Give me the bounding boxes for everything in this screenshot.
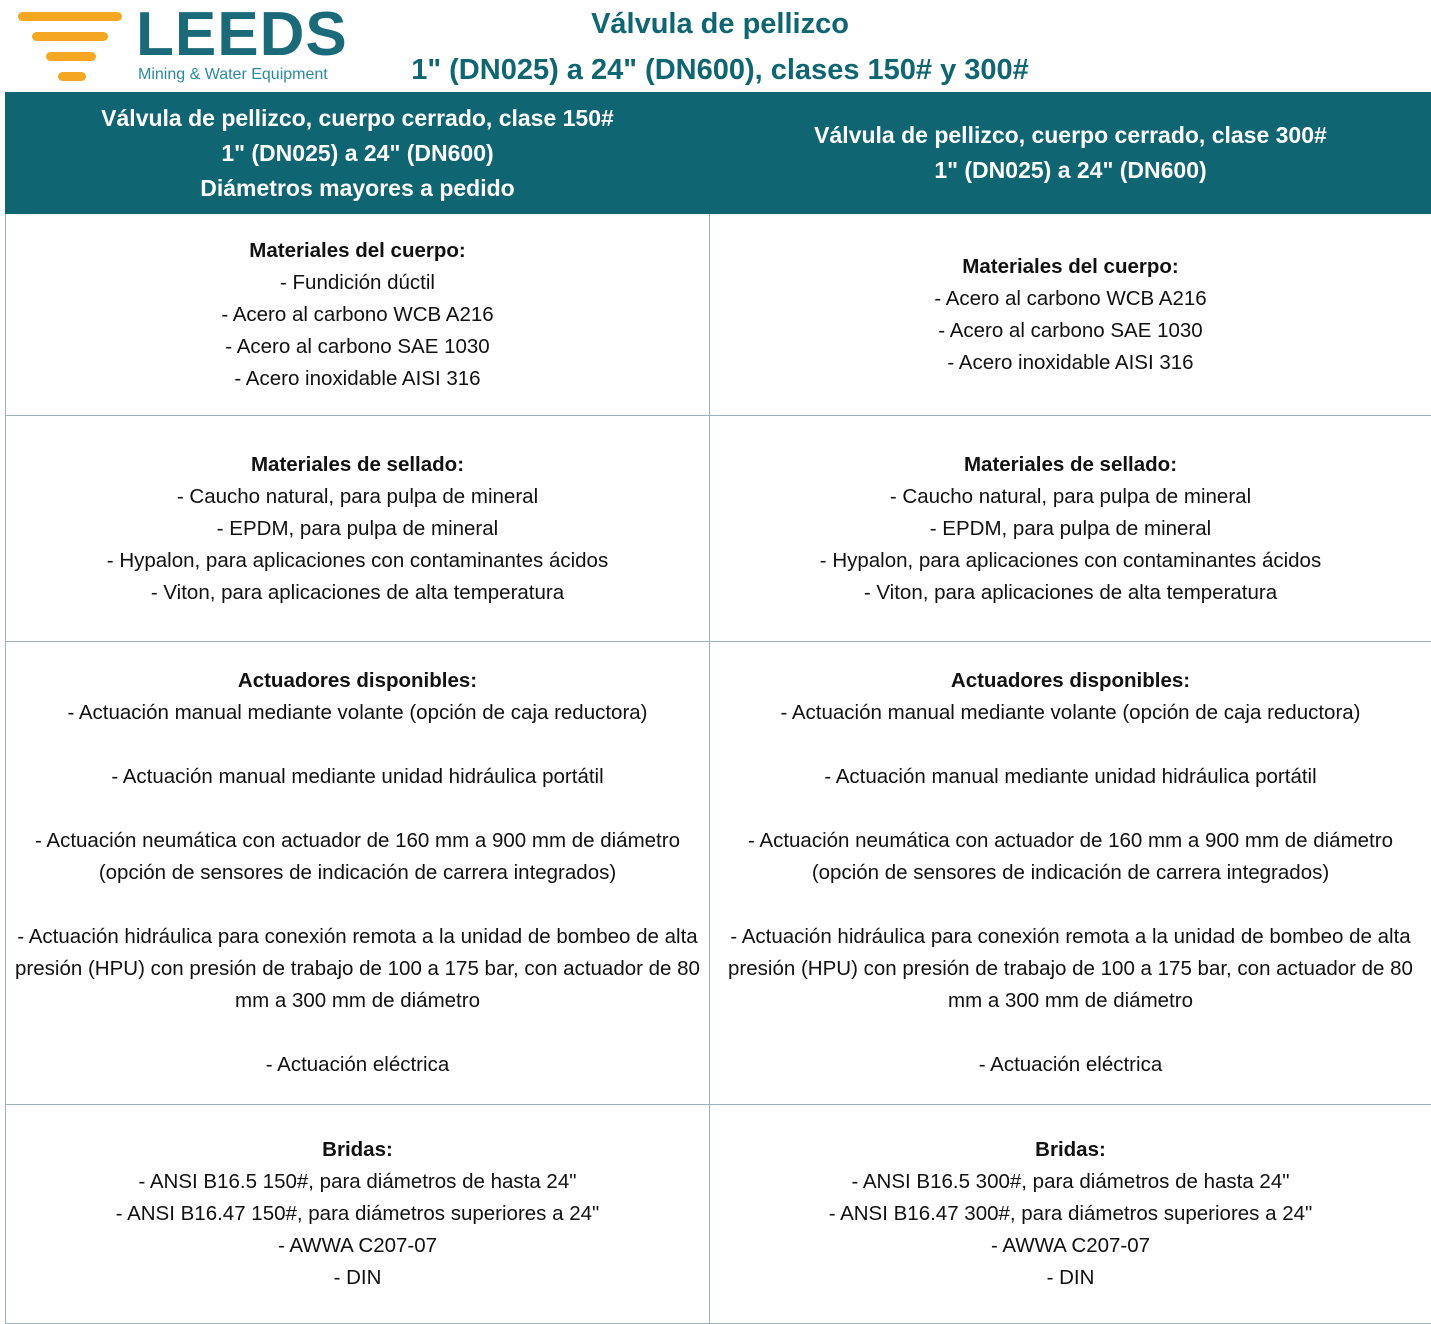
list-item: - ANSI B16.5 150#, para diámetros de hasta 24"	[138, 1170, 577, 1193]
list-item: - Viton, para aplicaciones de alta temperatura	[863, 580, 1278, 604]
list-item: - EPDM, para pulpa de mineral	[216, 516, 499, 540]
list-item: - ANSI B16.5 300#, para diámetros de hasta 24"	[851, 1170, 1290, 1193]
page-title: Válvula de pellizco	[591, 8, 849, 40]
list-item: - Fundición dúctil	[280, 270, 435, 294]
list-item: - Acero inoxidable AISI 316	[234, 366, 481, 390]
list-item: - Actuación manual mediante unidad hidráulica portátil	[111, 765, 604, 788]
list-item: - Caucho natural, para pulpa de mineral	[176, 484, 539, 508]
leeds-logo	[18, 0, 348, 88]
list-item: - Actuación manual mediante volante (opción de caja reductora)	[780, 701, 1361, 724]
actuators-150: Actuadores disponibles: - Actuación manual mediante volante (opción de caja reductora) - Actuación manual mediante unidad hidráulica portátil - Actuación neumática con actuador de 160 mm a 900 mm de diámetro (opción de sensores de indicación de carrera integrados) - Actuación hidráulica para conexión remota a la unidad de bombeo de alta presión (HPU) con presión de trabajo de 100 a 175 bar, con actuador de 80 mm a 300 mm de diámetro - Actuación eléctrica	[6, 642, 710, 1105]
table-header-row	[6, 93, 1431, 214]
logo-subtitle: Mining & Water Equipment	[138, 66, 328, 83]
table-row	[6, 642, 1431, 1105]
list-item: - DIN	[333, 1266, 382, 1289]
page-subtitle: 1" (DN025) a 24" (DN600), clases 150# y 300#	[411, 54, 1029, 86]
list-item: - AWWA C207-07	[277, 1234, 438, 1257]
flanges-150: Bridas: - ANSI B16.5 150#, para diámetros de hasta 24" - ANSI B16.47 150#, para diámetros superiores a 24" - AWWA C207-07 - DIN	[6, 1105, 710, 1324]
list-item: - Acero inoxidable AISI 316	[947, 350, 1194, 374]
table-row	[6, 1105, 1431, 1324]
list-item: - Acero al carbono WCB A216	[221, 302, 494, 326]
seal-materials-150: Materiales de sellado: - Caucho natural, para pulpa de mineral - EPDM, para pulpa de mineral - Hypalon, para aplicaciones con contaminantes ácidos - Viton, para aplicaciones de alta temperatura	[6, 416, 710, 642]
list-item: - Actuación manual mediante unidad hidráulica portátil	[824, 765, 1317, 788]
list-item: - Actuación hidráulica para conexión remota a la unidad de bombeo de alta presión (HPU) con presión de trabajo de 100 a 175 bar, con actuador de 80 mm a 300 mm de diámetro	[728, 925, 1413, 1012]
list-item: - Actuación hidráulica para conexión remota a la unidad de bombeo de alta presión (HPU) con presión de trabajo de 100 a 175 bar, con actuador de 80 mm a 300 mm de diámetro	[15, 925, 700, 1012]
list-item: - Acero al carbono WCB A216	[934, 286, 1207, 310]
page-header	[0, 0, 1431, 92]
spec-table	[5, 92, 1431, 1324]
list-item: - Actuación eléctrica	[978, 1053, 1163, 1076]
list-item: - DIN	[1046, 1266, 1095, 1289]
list-item: - Caucho natural, para pulpa de mineral	[889, 484, 1252, 508]
column-heading-300: Válvula de pellizco, cuerpo cerrado, clase 300# 1" (DN025) a 24" (DN600)	[710, 93, 1431, 214]
table-row	[6, 214, 1431, 416]
body-materials-150: Materiales del cuerpo: - Fundición dúctil - Acero al carbono WCB A216 - Acero al carbono SAE 1030 - Acero inoxidable AISI 316	[6, 214, 710, 416]
table-row	[6, 416, 1431, 642]
list-item: - Hypalon, para aplicaciones con contaminantes ácidos	[819, 548, 1322, 572]
list-item: - Actuación neumática con actuador de 160 mm a 900 mm de diámetro (opción de sensores de indicación de carrera integrados)	[748, 829, 1393, 884]
list-item: - AWWA C207-07	[990, 1234, 1151, 1257]
seal-materials-300: Materiales de sellado: - Caucho natural, para pulpa de mineral - EPDM, para pulpa de mineral - Hypalon, para aplicaciones con contaminantes ácidos - Viton, para aplicaciones de alta temperatura	[710, 416, 1431, 642]
list-item: - Acero al carbono SAE 1030	[938, 318, 1203, 342]
list-item: - Viton, para aplicaciones de alta temperatura	[150, 580, 565, 604]
list-item: - Actuación manual mediante volante (opción de caja reductora)	[67, 701, 648, 724]
actuators-300: Actuadores disponibles: - Actuación manual mediante volante (opción de caja reductora) - Actuación manual mediante unidad hidráulica portátil - Actuación neumática con actuador de 160 mm a 900 mm de diámetro (opción de sensores de indicación de carrera integrados) - Actuación hidráulica para conexión remota a la unidad de bombeo de alta presión (HPU) con presión de trabajo de 100 a 175 bar, con actuador de 80 mm a 300 mm de diámetro - Actuación eléctrica	[710, 642, 1431, 1105]
body-materials-300: Materiales del cuerpo: - Acero al carbono WCB A216 - Acero al carbono SAE 1030 - Acero inoxidable AISI 316	[710, 214, 1431, 416]
list-item: - Actuación neumática con actuador de 160 mm a 900 mm de diámetro (opción de sensores de indicación de carrera integrados)	[35, 829, 680, 884]
logo-wordmark: LEEDS	[136, 0, 348, 69]
list-item: - ANSI B16.47 300#, para diámetros superiores a 24"	[828, 1202, 1313, 1225]
list-item: - EPDM, para pulpa de mineral	[929, 516, 1212, 540]
logo-stripes-icon	[18, 12, 128, 82]
list-item: - Actuación eléctrica	[265, 1053, 450, 1076]
column-heading-150: Válvula de pellizco, cuerpo cerrado, clase 150# 1" (DN025) a 24" (DN600) Diámetros mayores a pedido	[6, 93, 710, 214]
list-item: - Hypalon, para aplicaciones con contaminantes ácidos	[106, 548, 609, 572]
list-item: - ANSI B16.47 150#, para diámetros superiores a 24"	[115, 1202, 600, 1225]
flanges-300: Bridas: - ANSI B16.5 300#, para diámetros de hasta 24" - ANSI B16.47 300#, para diámetros superiores a 24" - AWWA C207-07 - DIN	[710, 1105, 1431, 1324]
list-item: - Acero al carbono SAE 1030	[225, 334, 490, 358]
